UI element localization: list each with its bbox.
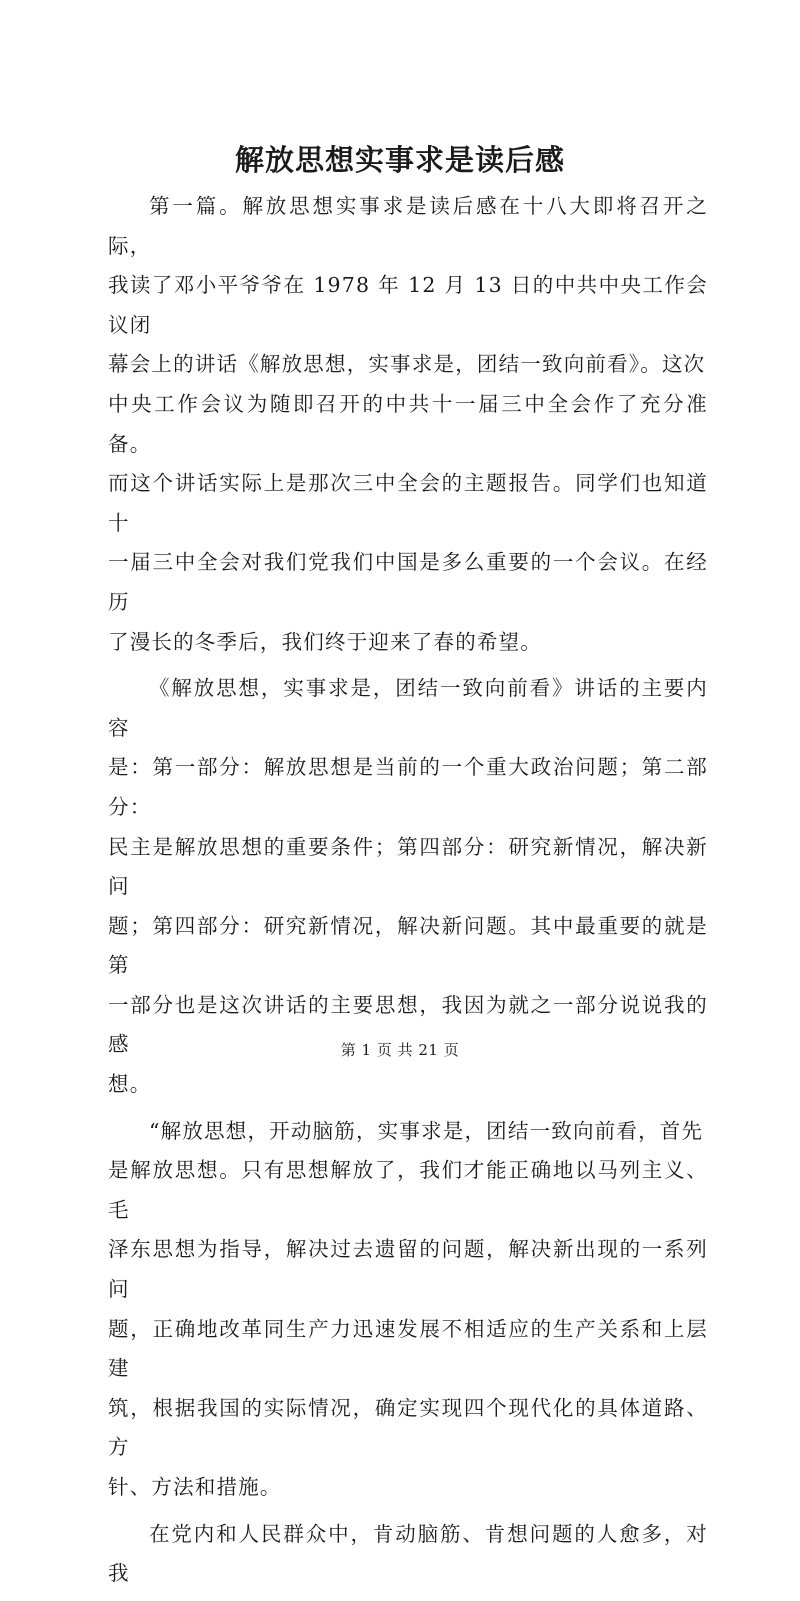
document-title: 解放思想实事求是读后感 bbox=[234, 143, 565, 177]
paragraph-2: 《解放思想，实事求是，团结一致向前看》讲话的主要内容 是：第一部分：解放思想是当前的一个重大政治问题；第二部分： 民主是解放思想的重要条件；第四部分：研究新情况，解决新问 题；第四部分：研究新情况，解决新问题。其中最重要的就是第 一部分也是这次讲话的主要思想，我因为就之一部分说说我的感 想。 bbox=[108, 676, 708, 1097]
paragraph-1: 第一篇。解放思想实事求是读后感在十八大即将召开之际， 我读了邓小平爷爷在 1978 年 12 月 13 日的中共中央工作会议闭 幕会上的讲话《解放思想，实事求是，团结一致向前看》。这次 中央工作会议为随即召开的中共十一届三中全会作了充分准备。 而这个讲话实际上是那次三中全会的主题报告。同学们也知道十 一届三中全会对我们党我们中国是多么重要的一个会议。在经历 了漫长的冬季后，我们终于迎来了春的希望。 bbox=[108, 194, 708, 654]
document-body bbox=[108, 187, 708, 1601]
paragraph-3: “解放思想，开动脑筋，实事求是，团结一致向前看，首先 是解放思想。只有思想解放了，我们才能正确地以马列主义、毛 泽东思想为指导，解决过去遗留的问题，解决新出现的一系列问 题，正确地改革同生产力迅速发展不相适应的生产关系和上层建 筑，根据我国的实际情况，确定实现四个现代化的具体道路、方 针、方法和措施。 bbox=[108, 1118, 708, 1499]
paragraph-4: 在党内和人民群众中，肯动脑筋、肯想问题的人愈多，对我 bbox=[108, 1521, 708, 1586]
page-number-footer: 第 1 页 共 21 页 bbox=[340, 1041, 460, 1059]
